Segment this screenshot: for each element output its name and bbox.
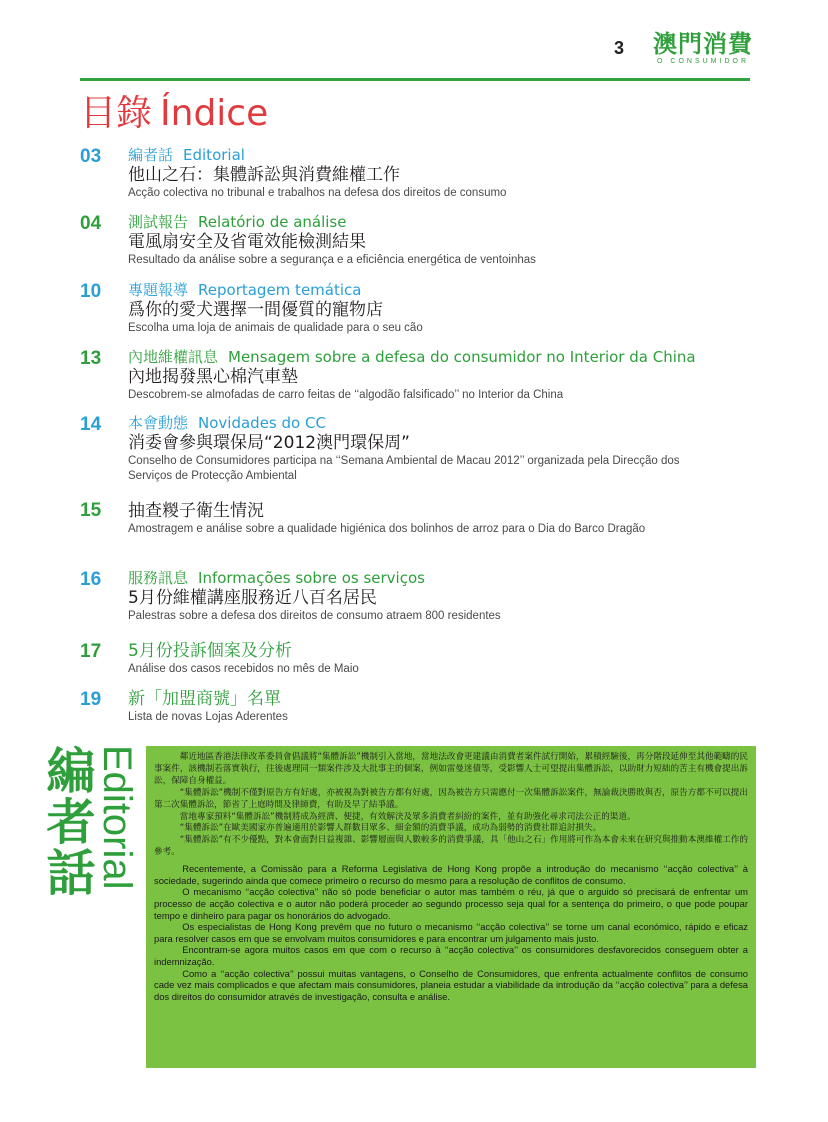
brand-logo [653,30,753,66]
editorial-zh-paragraph: “集體訴訟”機制不僅對原告方有好處，亦被視為對被告方都有好處，因為被告方只需應付一次集體訴訟案件，無論裁決勝敗與否，原告方都不可以提出第二次集體訴訟，節省了上庭時間及律師費，有助及早了結爭議。 [154,787,748,810]
editorial-zh-paragraph: 當地專家預料“集體訴訟”機制將成為經濟、便捷，有效解決及眾多消費者糾紛的案件，並有助強化尋求司法公正的渠道。 [179,811,636,822]
page-number: 3 [614,38,625,58]
toc-page-number: 19 [80,689,102,710]
editorial-pt-paragraph: O mecanismo ‘‘acção colectiva’’ não só pode beneficiar o autor mas também o réu, já que o arguido só precisará de enfrentar um processo de acção colectiva e o autor não poderá proceder ao segundo processo seja qual for a sentença do primeiro, o que pode poupar tempo e dinheiro para pagar os honorários do advogado. [154,886,748,921]
editorial-zh-paragraph: 鄰近地區香港法律改革委員會倡議將“集體訴訟”機制引入當地，當地法改會更建議由消費者案件試行開始，累積經驗後，再分階段延伸至其他範疇的民事案件，該機制若落實執行，往後處理同一類案件涉及大批事主的個案，例如雷曼迷債等，受影響人士可望提出集體訴訟，以助財力短絀的苦主有機會提出訴訟，保障自身權益。 [154,752,748,786]
editorial-zh-paragraph: “集體訴訟”在歐美國家亦普遍適用於影響人群數目眾多、細金額的消費爭議，成功為弱勢的消費社群追討損失。 [179,823,602,834]
toc-heading [80,92,268,136]
toc-page-number: 10 [80,281,102,302]
toc-section: 新「加盟商號」名單 [128,689,281,709]
toc-title: 抽查糉子衛生情況 [128,501,264,521]
brand-name: 澳門消費 [653,30,753,58]
toc-page-number: 14 [80,414,102,435]
editorial-pt-paragraph: Recentemente, a Comissão para a Reforma Legislativa de Hong Kong propõe a introdução do mecanismo ‘‘acção colectiva’’ à sociedade, sugerindo ainda que comece primeiro o recurso do mesmo para a resolução de conflitos de consumo. [154,863,748,886]
toc-section-pt: Novidades do CC [198,414,326,432]
toc-section-pt: Reportagem temática [198,281,362,299]
editorial-pt-paragraph: Os especialistas de Hong Kong prevêm que no futuro o mecanismo ‘‘acção colectiva’’ se torne um canal económico, rápido e eficaz para resolver casos em que se envolvam muitos consumidores e para encontrar um julgamento mais justo. [154,921,748,944]
toc-section-zh: 測試報告 [128,213,189,231]
toc-description: Conselho de Consumidores participa na ‘‘Semana Ambiental de Macau 2012’’ organizada pela Direcção dos Serviços de Protecção Ambiental [128,455,680,482]
toc-page-number: 17 [80,641,102,662]
toc-description: Amostragem e análise sobre a qualidade higiénica dos bolinhos de arroz para o Dia do Barco Dragão [128,523,646,535]
toc-page-number: 13 [80,348,102,369]
header-divider [80,78,750,81]
toc-page-number: 16 [80,569,102,590]
toc-section-zh: 服務訊息 [128,569,189,587]
toc-section [128,213,758,231]
editorial-label [30,745,140,915]
toc-section [128,348,758,366]
editorial-pt-text [154,863,748,1002]
toc-title: 內地揭發黑心棉汽車墊 [128,367,298,387]
toc-section-zh: 專題報導 [128,281,189,299]
toc-section-pt: Informações sobre os serviços [198,569,425,587]
editorial-pt-paragraph: Encontram-se agora muitos casos em que com o recurso à ‘‘acção colectiva’’ os consumidores desfavorecidos conseguem obter a indemnização. [154,944,748,967]
toc-title: 他山之石：集體訴訟與消費維權工作 [128,165,400,185]
toc-section [128,569,758,587]
editorial-label-en: Editorial [95,745,139,890]
brand-subtitle: O CONSUMIDOR [657,58,749,65]
toc-heading-zh: 目錄 [80,93,153,134]
toc-section [128,281,758,299]
toc-description: Acção colectiva no tribunal e trabalhos na defesa dos direitos de consumo [128,187,507,199]
toc-section-pt: Editorial [183,146,245,164]
toc-title: 消委會參與環保局“2012澳門環保周” [128,433,410,453]
toc-section [128,414,758,432]
toc-description: Escolha uma loja de animais de qualidade para o seu cão [128,322,423,334]
toc-section: 5月份投訴個案及分析 [128,641,292,661]
toc-section-zh: 編者話 [128,146,174,164]
editorial-text-box [146,746,756,1068]
toc-section-pt: Relatório de análise [198,213,347,231]
toc-description: Palestras sobre a defesa dos direitos de consumo atraem 800 residentes [128,610,501,622]
toc-section-zh: 內地維權訊息 [128,348,219,366]
toc-page-number: 03 [80,146,102,167]
toc-page-number: 15 [80,500,102,521]
editorial-pt-paragraph: Como a ‘‘acção colectiva’’ possui muitas vantagens, o Conselho de Consumidores, que enfrenta actualmente conflitos de consumo cade vez mais complicados e que afectam mais consumidores, planeia estudar a viabilidade da introdução da ‘‘acção colectiva’’ para a defesa dos direitos do consumidor através de investigação, consulta e análise. [154,967,748,1002]
toc-description: Lista de novas Lojas Aderentes [128,711,288,723]
editorial-zh-paragraph: “集體訴訟”有不少優點，對本會面對日益複雜、影響層面與人數較多的消費爭議，具「他山之石」作用將可作為本會未來在研究與推動本澳維權工作的參考。 [154,835,748,858]
editorial-zh-text [154,752,748,859]
toc-title: 5月份維權講座服務近八百名居民 [128,588,377,608]
toc-title: 電風扇安全及省電效能檢測結果 [128,232,366,252]
editorial-label-zh: 編者話 [39,745,96,898]
toc-section [128,146,758,164]
toc-description: Resultado da análise sobre a segurança e a eficiência energética de ventoinhas [128,254,536,266]
toc-section-zh: 本會動態 [128,414,189,432]
toc-section-pt: Mensagem sobre a defesa do consumidor no Interior da China [228,348,696,366]
toc-description: Descobrem-se almofadas de carro feitas de ‘‘algodão falsificado’’ no Interior da China [128,389,564,401]
toc-description: Análise dos casos recebidos no mês de Maio [128,663,359,675]
toc-title: 爲你的愛犬選擇一間優質的寵物店 [128,300,383,320]
toc-page-number: 04 [80,213,102,234]
toc-heading-pt: Índice [160,93,269,134]
